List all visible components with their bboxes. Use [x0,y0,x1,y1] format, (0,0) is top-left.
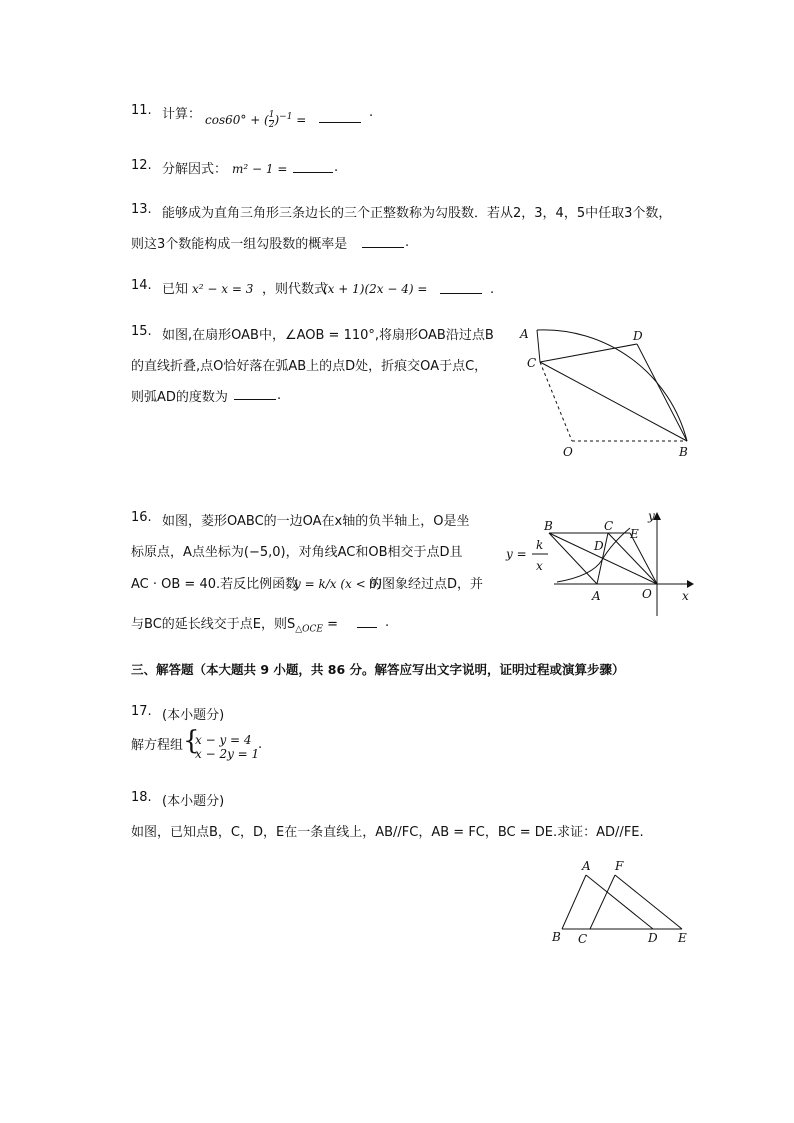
x-axis-arrow [687,580,694,588]
q15-line3: 则弧AD的度数为 [131,390,228,405]
q17-number: 17. [131,704,152,719]
arc-AB [537,330,687,441]
q17-eq1: x − y = 4 [195,733,252,747]
q16-line2: 标原点，A点坐标为(−5,0)，对角线AC和OB相交于点D且 [131,545,463,560]
func-label-xv: x [536,559,543,573]
q11-label: 计算： [162,107,202,122]
q16-end: . [385,615,390,630]
q12-number: 12. [131,158,152,173]
label-x: x [682,589,689,603]
q16-number: 16. [131,510,152,525]
segment-AB [562,875,586,929]
q18-number: 18. [131,790,152,805]
q16-func: y = k/x (x < 0) [294,577,382,591]
q18-figure [548,855,698,950]
label-E: E [678,931,687,945]
q15-number: 15. [131,324,152,339]
q16-line3b: 的图象经过点D，并 [369,577,484,592]
q17-tag: (本小题分) [162,708,225,723]
label-E: E [630,527,639,541]
q14-prefix: 已知 [162,282,189,297]
q11-answer-blank [319,110,361,125]
q12-end: . [334,160,339,175]
q13-answer-blank [362,235,404,250]
label-D: D [648,931,658,945]
q11-number: 11. [131,103,152,118]
func-label-y: y = [506,547,527,561]
q15-figure [515,320,705,465]
label-F: F [615,859,624,873]
hyperbola-curve [557,528,630,582]
q16-line3a: AC · OB = 40.若反比例函数 [131,577,299,592]
label-O: O [563,445,573,459]
segment-FC [590,875,615,929]
q15-line2: 的直线折叠,点O恰好落在弧AB上的点D处，折痕交OA于点C， [131,359,488,374]
q14-mid: ，则代数式 [262,282,328,297]
q14-number: 14. [131,278,152,293]
q16-figure [502,508,697,618]
q14-expr2: (x + 1)(2x − 4) = [323,282,428,296]
q14-end: . [490,282,495,297]
q12-answer-blank [293,160,333,175]
label-A: A [520,327,529,341]
q16-line4: 与BC的延长线交于点E，则$S_{\triangle OCE}$ = [131,617,339,635]
q15-end: . [277,388,282,403]
q18-text: 如图，已知点B，C，D，E在一条直线上，AB//FC，AB = FC，BC = DE.求证：AD//FE. [131,825,644,840]
label-C: C [527,356,537,370]
q17-label: 解方程组 [131,738,184,753]
label-D: D [633,329,643,343]
q15-line1: 如图,在扇形OAB中，∠AOB = 110°,将扇形OAB沿过点B [162,328,494,343]
q15-answer-blank [234,387,276,402]
q14-answer-blank [440,281,482,296]
label-A: A [582,859,591,873]
segment-DB [637,344,687,441]
q12-expr: m² − 1 = [232,162,288,176]
segment-AD [586,875,653,929]
q12-label: 分解因式： [162,162,228,177]
q17-eq2: x − 2y = 1 [195,747,260,761]
q11-expr: cos60° + ( $\frac{1}{2}$ )$^{-1}$ = [205,110,307,130]
segment-BA [549,533,597,584]
q16-answer-blank [357,615,377,630]
section3-title: 三、解答题（本大题共 9 小题，共 86 分。解答应写出文字说明，证明过程或演算步骤） [131,662,625,677]
q13-line1: 能够成为直角三角形三条边长的三个正整数称为勾股数．若从2，3，4，5中任取3个数， [162,206,672,221]
segment-CB [540,362,687,441]
label-C: C [578,932,588,946]
label-B: B [544,519,553,533]
label-C: C [604,519,614,533]
label-A: A [592,589,601,603]
label-B: B [552,930,561,944]
q13-end: . [405,235,410,250]
q16-line1: 如图，菱形OABC的一边OA在x轴的负半轴上，O是坐 [162,514,470,529]
q13-number: 13. [131,202,152,217]
q13-line2: 则这3个数能构成一组勾股数的概率是 [131,237,348,252]
label-y: y [648,509,655,523]
func-label-k: k [536,538,544,552]
q18-tag: (本小题分) [162,794,225,809]
segment-AC [537,330,540,362]
label-D: D [594,539,604,553]
q11-end: . [369,105,374,120]
label-O: O [642,587,652,601]
q14-expr1: x² − x = 3 [192,282,254,296]
q17-brace: { [183,726,200,756]
label-B: B [679,445,688,459]
segment-CO-dashed [540,362,572,441]
segment-FE [615,875,682,929]
q17-end: . [258,737,263,752]
